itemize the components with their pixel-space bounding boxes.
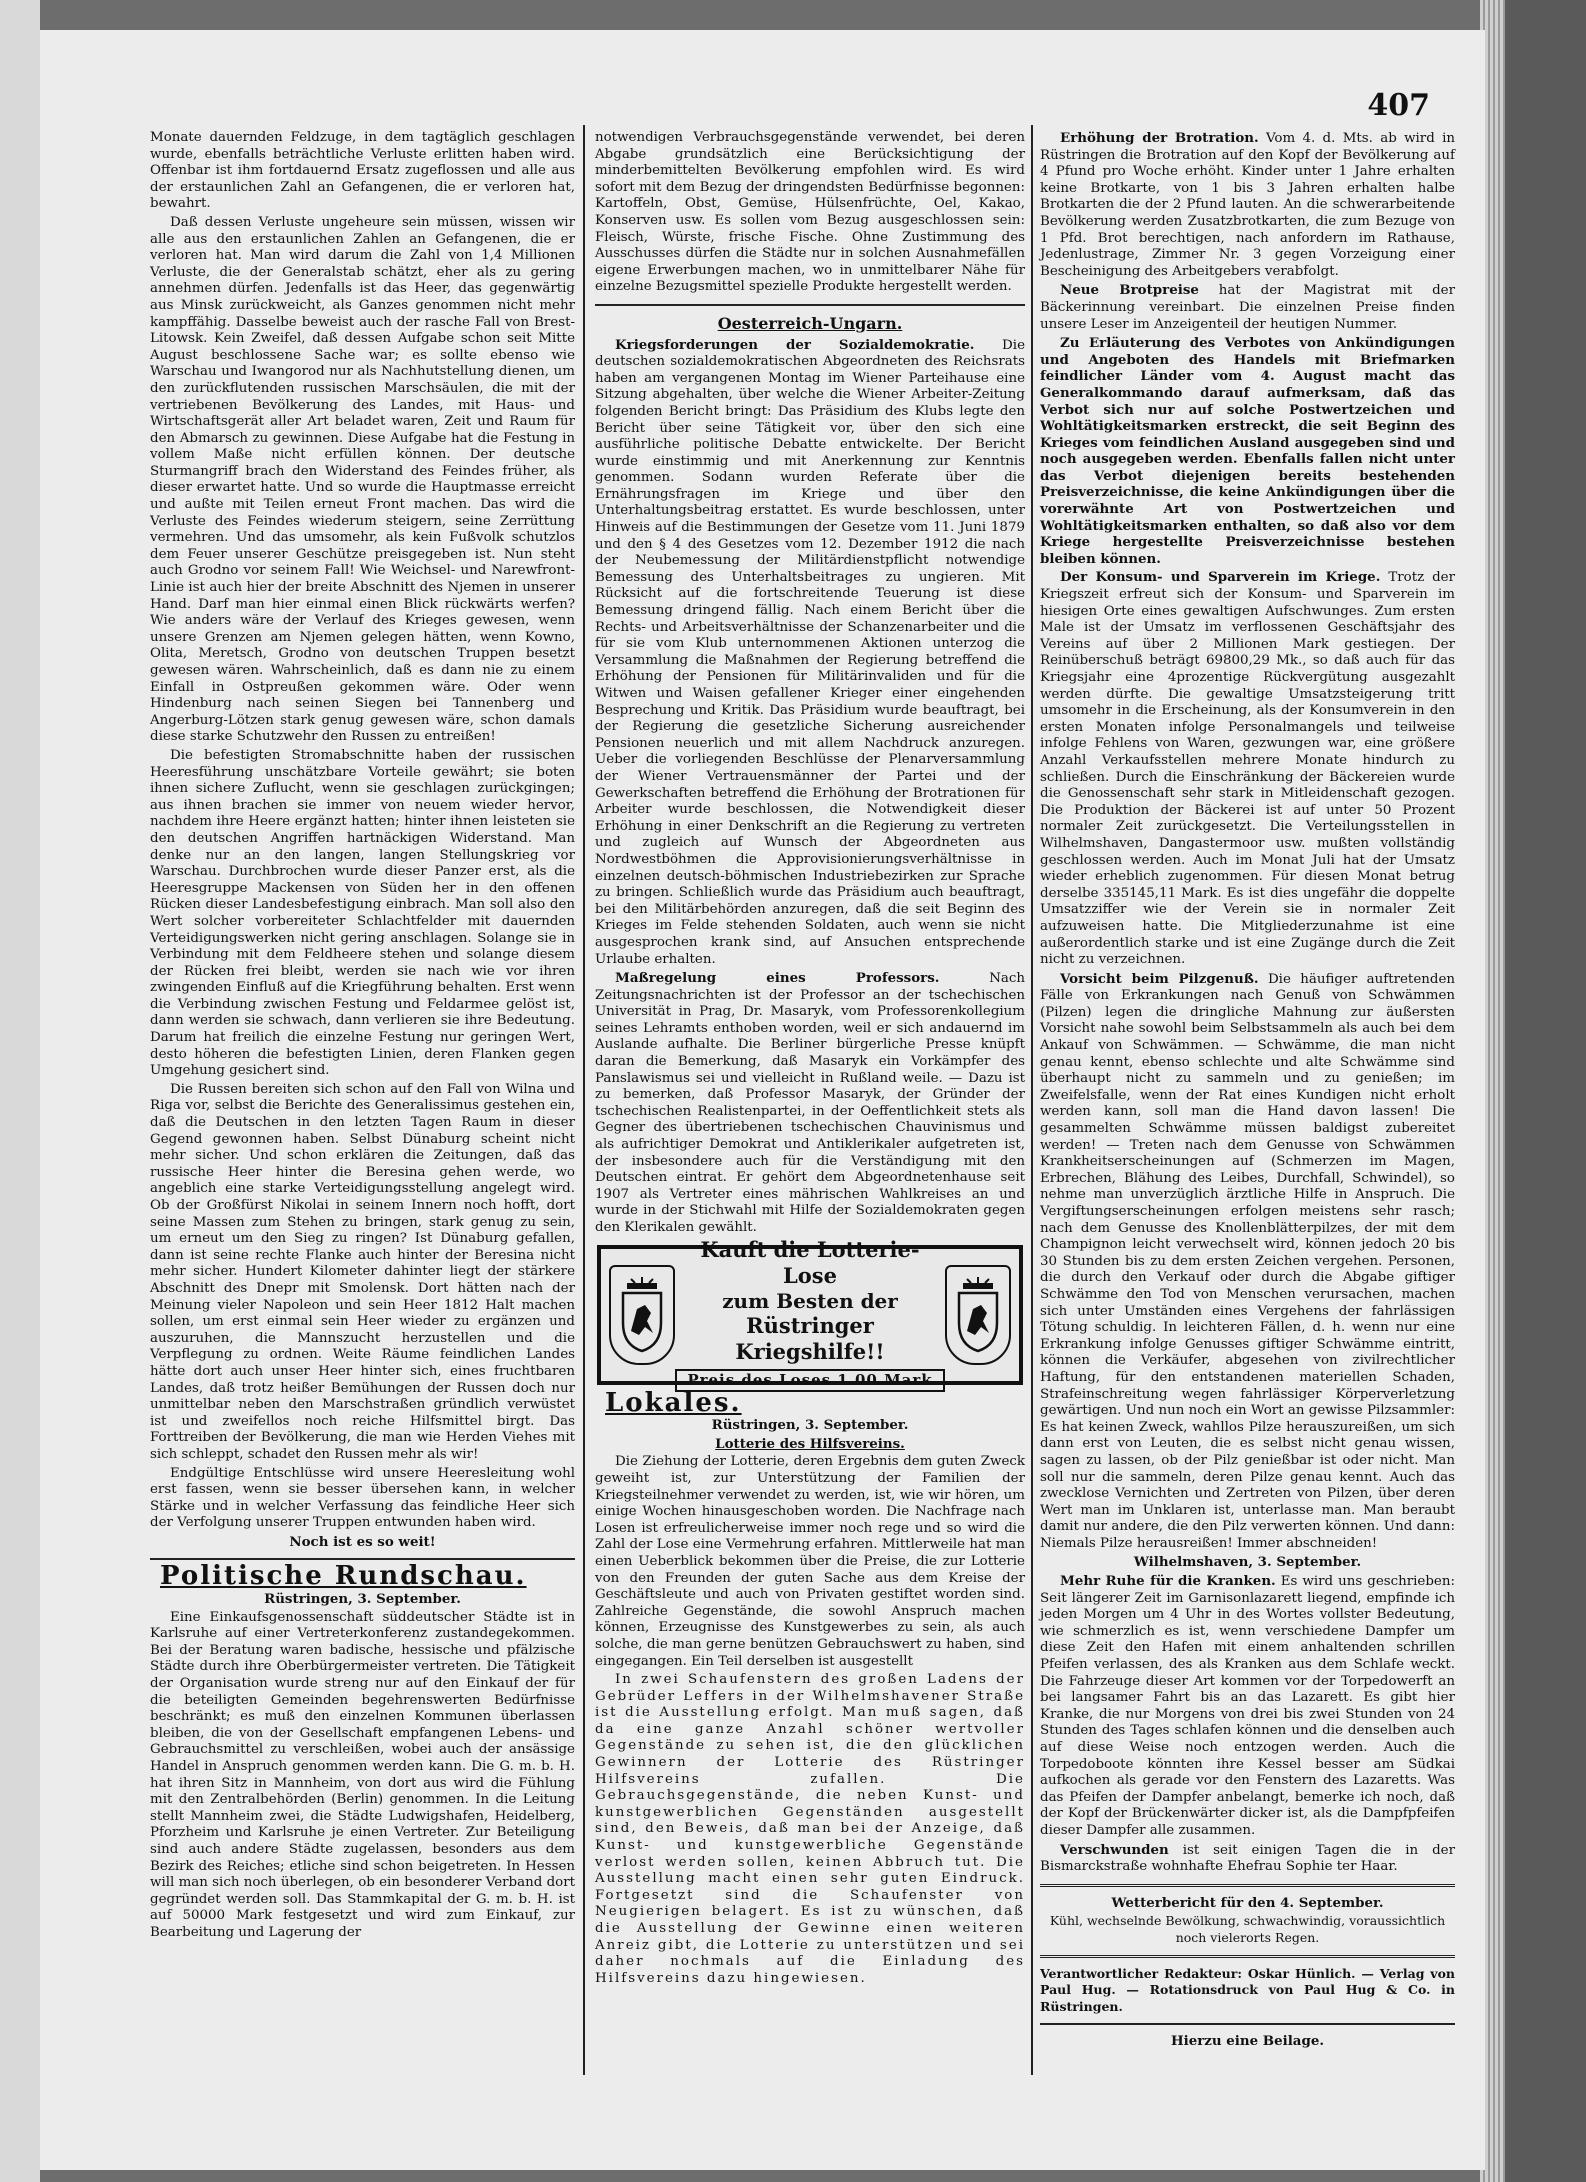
article-closing: Noch ist es so weit! [289,1533,436,1550]
article-paragraph [1040,282,1455,333]
article-paragraph: In zwei Schaufenstern des großen Ladens der Gebrüder Leffers in der Wilhelmshavener Straße ist die Ausstellung erfolgt. Man muß sagen, daß da eine ganze Anzahl schöner wertvoller Gegenstände zu sehen ist, die den glücklichen Gewinnern der Lotterie des Rüstringer Hilfsvereins zufallen. Die Gebrauchsgegenstände, die neben Kunst- und kunstgewerblichen Gegenständen ausgestellt sind, den Beweis, daß man bei der Anzeige, daß Kunst- und kunstgewerbliche Gegenstände verlost werden sollen, keinen Abbruch tut. Die Ausstellung macht einen sehr guten Eindruck. Fortgesetzt sind die Schaufenster von Neugierigen belagert. Es ist zu wünschen, daß die Ausstellung der Gewinne einen weiteren Anreiz gibt, die Lotterie zu unterstützen und sei daher nochmals auf die Einladung des Hilfsvereins dazu hingewiesen. [595,1672,1025,1986]
ad-headline: Kauft die Lotterie-Lose [700,1237,920,1289]
article-paragraph [1040,569,1455,968]
section-heading-austria: Oesterreich-Ungarn. [717,313,903,333]
paragraph-text: Trotz der Kriegszeit erfreut sich der Konsum- und Sparverein im hiesigen Orte eines gewaltigen Aufschwunges. Zum ersten Male ist der Umsatz im verflossenen Geschäftsjahr des Vereins auf über 2 Millionen Mark gestiegen. Der Reinüberschuß beträgt 69800,29 Mk., so daß auch für das Kriegsjahr eine 4prozentige Rückvergütung ausgezahlt werden dürfte. Die gewaltige Umsatzsteigerung tritt umsomehr in die Erscheinung, als der Konsumverein in den ersten Monaten infolge Personalmangels und teilweise infolge Fehlens von Waren, gezwungen war, eine größere Anzahl Verkaufsstellen mehrere Monate hindurch zu schließen. Durch die Einschränkung der Bäckereien wurde die Genossenschaft sehr stark in Mitleidenschaft gezogen. Die Produktion der Bäckerei ist auf unter 50 Prozent normaler Zeit zurückgesetzt. Die Verteilungsstellen in Wilhelmshaven, Dangastermoor usw. mußten vollständig geschlossen werden. Auch im Monat Juli hat der Umsatz wieder erheblich zugenommen. Für diesen Monat betrug derselbe 335145,11 Mark. Es ist dies ungefähr die doppelte Umsatzziffer wie der Verein sie in normaler Zeit aufzuweisen hatte. Die Mitgliederzunahme ist eine außerordentlich starke und ist eine Zugänge durch die Zeit nicht zu verzeichnen. [1040,570,1456,968]
section-divider [1040,1955,1455,1958]
scan-margin-right [1505,0,1586,2182]
paragraph-text: Die deutschen sozialdemokratischen Abgeordneten des Reichsrats haben am vergangenen Montag im Wiener Parteihause eine Sitzung abgehalten, über welche die Wiener Arbeiter-Zeitung folgenden Bericht bringt: Das Präsidium des Klubs legte den Bericht über seine Tätigkeit vor, über den sich eine ausführliche politische Debatte entwickelte. Der Bericht wurde einstimmig und mit Anerkennung zur Kenntnis genommen. Sodann wurden Referate über die Ernährungsfragen im Kriege und über den Unterhaltungsbeitrag erstattet. Es wurde beschlossen, unter Hinweis auf die Bestimmungen der Gesetze vom 11. Juni 1879 und den § 4 des Gesetzes vom 12. Dezember 1912 die nach der Neubemessung der Militärdienstpflicht notwendige Bemessung des Unterhaltsbeitrages zu ungieren. Mit Rücksicht auf die fortschreitende Teuerung ist diese Bemessung dringend fällig. Nach einem Bericht über die Rechts- und Arbeitsverhältnisse der Schanzenarbeiter und die für sie vom Klub unternommenen Aktionen unterzog die Versammlung die Maßnahmen der Regierung betreffend die Erhöhung der Pensionen für Militärinvaliden und für die Witwen und Waisen gefallener Krieger einer eingehenden Besprechung und Kritik. Das Präsidium wurde beauftragt, bei der Regierung die gesetzliche Sicherung ausreichender Pensionen neuerlich und mit allem Nachdruck anzuregen. Ueber die vorliegenden Beschlüsse der Plenarversammlung der Wiener Vertrauensmänner der Partei und der Gewerkschaften betreffend die Erhöhung der Brotrationen für Arbeiter wurde beschlossen, die Notwendigkeit dieser Erhöhung in einer Denkschrift an die Regierung zu vertreten und zugleich auf Wunsch der Abgeordneten aus Nordwestböhmen die Approvisionierungsverhältnisse in einzelnen deutsch-böhmischen Industriebezirken zur Sprache zu bringen. Schließlich wurde das Präsidium auch beauftragt, bei den Militärbehörden anzuregen, daß die seit Beginn des Krieges im Felde stehenden Soldaten, auch wenn sie nicht ausgesprochen krank sind, auf Ansuchen entsprechende Urlaube erhalten. [595,337,1025,967]
weather-heading: Wetterbericht für den 4. September. [1111,1894,1384,1911]
paragraph-lead: Neue Brotpreise [1060,282,1199,299]
paragraph-lead: Maßregelung eines Professors. [615,970,940,987]
imprint: Verantwortlicher Redakteur: Oskar Hünlich. — Verlag von Paul Hug. — Rotationsdruck von Paul Hug & Co. in Rüstringen. [1040,1965,1455,2014]
article-paragraph [1040,1842,1455,1876]
paragraph-lead: Erhöhung der Brotration. [1060,130,1259,146]
paragraph-lead: Kriegsforderungen der Sozialdemokratie. [615,336,975,353]
ad-beneficiary: Rüstringer Kriegshilfe!! [735,1313,885,1365]
article-paragraph [1040,971,1455,1553]
section-heading-local: Lokales. [605,1387,742,1418]
section-divider [595,304,1025,306]
article-paragraph: Die Ziehung der Lotterie, deren Ergebnis dem guten Zweck geweiht ist, zur Unterstützung der Familien der Kriegsteilnehmer verwendet zu werden, ist, wie wir hören, um einige Wochen hinausgeschoben worden. Die Nachfrage nach Losen ist erfreulicherweise immer noch rege und so wird die Zahl der Lose eine Vermehrung erfahren. Mittlerweile hat man einen Ueberblick bekommen über die Preise, die zur Lotterie von den Freunden der guten Sache aus dem Kreise der Geschäftsleute und auch von Privaten gestiftet worden sind. Zahlreiche Gegenstände, die sowohl Anspruch machen können, Erzeugnisse des Kunstgewerbes zu sein, als auch solche, die man gerne benützen Gebrauchswert zu haben, sind eingegangen. Ein Teil derselben ist ausgestellt [595,1454,1025,1669]
paragraph-text: Nach Zeitungsnachrichten ist der Professor an der tschechischen Universität in Prag, Dr. Masaryk, vom Professorenkollegium seines Lehramts enthoben worden, weil er sich andauernd im Auslande aufhalte. Die Berliner bürgerliche Presse knüpft daran die Bemerkung, daß Masaryk ein Vorkämpfer des Panslawismus sei und vielleicht in Rußland weile. — Dazu ist zu bemerken, daß Professor Masaryk, der Gründer der tschechischen Realistenpartei, in der Oeffentlichkeit stets als Gegner des übertriebenen tschechischen Chauvinismus und als aufrichtiger Demokrat und Antiklerikaler aufgetreten ist, der insbesondere auch für die Verständigung mit den Deutschen eintrat. Er gehört dem Abgeordnetenhause seit 1907 als Vertreter eines mährischen Wahlkreises an und wurde in der Stichwahl mit Hilfe der Sozialdemokraten gegen den Klerikalen gewählt. [595,971,1026,1235]
article-paragraph: Eine Einkaufsgenossenschaft süddeutscher Städte ist in Karlsruhe auf einer Vertreterkonferenz zustandegekommen. Bei der Beratung waren badische, hessische und pfälzische Städte durch ihre Oberbürgermeister vertreten. Die Tätigkeit der Organisation wurde streng nur auf den Einkauf der für die beteiligten Gemeinden begehrenswerten Bedürfnisse beschränkt; es muß den einzelnen Kommunen überlassen bleiben, die von der Gesellschaft empfangenen Lebens- und Gebrauchsmittel zu verschleißen, wobei auch der ansässige Handel in Anspruch genommen werden kann. Die G. m. b. H. hat ihren Sitz in Mannheim, von dort aus wird die Fühlung mit den Zentralbehörden (Berlin) genommen. In die Leitung stellt Mannheim zwei, die Städte Ludwigshafen, Heidelberg, Pforzheim und Karlsruhe je einen Vertreter. Zur Beteiligung sind auch andere Städte zugelassen, besonders aus dem Bezirk des Reiches; etliche sind schon beigetreten. In Hessen will man sich noch überlegen, ob ein besonderer Verband dort gegründet werden soll. Das Stammkapital der G. m. b. H. ist auf 50000 Mark festgesetzt und wird zum Einkauf, zur Bearbeitung und Lagerung der [150,1609,575,1940]
column-rule-2 [1031,125,1033,2075]
column-1 [150,130,575,1944]
column-rule-1 [583,125,585,2075]
section-heading-politics: Politische Rundschau. [160,1561,527,1592]
article-paragraph: Die befestigten Stromabschnitte haben der russischen Heeresführung unschätzbare Vorteile gewährt; sie boten ihnen sichere Zuflucht, wenn sie geschlagen zurückgingen; aus ihnen brachen sie immer von neuem wieder hervor, nachdem ihre Heere ergänzt hatten; hinter ihnen leisteten sie den deutschen Angriffen hartnäckigen Widerstand. Man denke nur an den langen, langen Stellungskrieg vor Warschau. Durchbrochen wurde dieser Panzer erst, als die Heeresgruppe Mackensen von Süden her in den offenen Rücken dieser Landesbefestigung einbrach. Man soll also den Wert solcher vorbereiteter Schlachtfelder mit dauernden Verteidigungswerken nicht gering anschlagen. Solange sie in Verbindung mit dem Feldheere stehen und solange diesem der Rücken frei bleibt, werden sie nach wie vor ihren zwingenden Einfluß auf die Kriegführung behalten. Erst wenn die Verbindung zwischen Festung und Feldarmee gelöst ist, dann werden sie schwach, dann verlieren sie ihre Bedeutung. Darum hat freilich die einzelne Festung nur geringen Wert, desto höheren die befestigten Linien, deren Flanken gegen Umgehung gesichert sind. [150,747,575,1079]
paragraph-lead: Verschwunden [1060,1841,1169,1858]
section-divider [150,1558,575,1560]
article-paragraph [595,970,1025,1237]
ad-price: Preis des Loses 1.00 Mark [675,1369,944,1392]
dateline: Rüstringen, 3. September. [264,1591,461,1608]
coat-of-arms-icon [945,1265,1011,1365]
section-divider [1040,1884,1455,1887]
section-divider [1040,2023,1455,2025]
paragraph-lead: Der Konsum- und Sparverein im Kriege. [1060,569,1381,586]
paragraph-lead: Mehr Ruhe für die Kranken. [1060,1573,1276,1590]
paragraph-text: ist seit einigen Tagen die in der Bismarckstraße wohnhafte Ehefrau Sophie ter Haar. [1040,1842,1455,1875]
article-paragraph [595,337,1025,969]
paragraph-text: Es wird uns geschrieben: Seit längerer Zeit im Garnisonlazarett liegend, empfinde ich jeden Morgen um 4 Uhr in des Wortes vollster Bedeutung, wie schmerzlich es ist, wenn verschiedene Dampfer um diese Zeit den Hafen mit einem anhaltenden schrillen Pfeifen verlassen, des als Kranken aus dem Schlafe weckt. Die Fahrzeuge dieser Art kommen vor der Torpedowerft an bei langsamer Fahrt bis an das Lazarett. Es gibt hier Kranke, die nur Morgens von drei bis zwei Stunden von 24 Stunden des Tages schlafen können und die denselben auch auf diese Weise noch entzogen werden. Auch die Torpedoboote könnten ihre Kessel besser am Südkai aufkochen als gerade vor den Fenstern des Lazaretts. Was das Pfeifen der Dampfer anbelangt, bemerke ich noch, daß der Kopf der Brückenwärter dicker ist, als die Dampfpfeifen dieser Dampfer alle zusammen. [1040,1574,1455,1838]
article-paragraph: Daß dessen Verluste ungeheure sein müssen, wissen wir alle aus den erstaunlichen Zahlen an Gefangenen, die er verloren hat. Man wird darum die Zahl von 1,4 Millionen Verluste, die der Generalstab schätzt, eher als zu gering annehmen dürfen. Jedenfalls ist das Heer, das gegenwärtig aus Minsk zurückweicht, als Ganzes genommen nicht mehr kampffähig. Dasselbe beweist auch der rasche Fall von Brest-Litowsk. Kein Zweifel, daß dessen Aufgabe schon seit Mitte August beschlossene Sache war; es sollte ebenso wie Warschau und Iwangorod nur als Nachhutstellung dienen, um den zurückflutenden russischen Marschsäulen, die mit der vertriebenen Bevölkerung des Landes, mit Haus- und Wirtschaftsgerät aller Art beladet waren, Zeit und Raum für den Abmarsch zu gewinnen. Diese Aufgabe hat die Festung in vollem Maße nicht erfüllen können. Der deutsche Sturmangriff brach den Widerstand des Feindes früher, als dieser erwartet hatte. Und so wurde die Hauptmasse erreicht und außte mit Teilen erneut Front machen. Das wird die Verluste des Feindes wiederum steigern, seine Zerrüttung vermehren. Und das umsomehr, als kein Fußvolk schutzlos dem Feuer unserer Geschütze preisgegeben ist. Nun steht auch Grodno vor seinem Fall! Wie Weichsel- und Narewfront-Linie ist auch hier der breite Abschnitt des Njemen in unserer Hand. Darf man hier einmal einen Blick rückwärts werfen? Wie anders wäre der Verlauf des Krieges gewesen, wenn unsere Grenzen am Njemen gelegen hätten, wenn Kowno, Olita, Meretsch, Grodno von deutschen Truppen besetzt gewesen wären. Wahrscheinlich, daß es dann nie zu einem Einfall in Ostpreußen gekommen wäre. Oder wenn Hindenburg nach seinen Siegen bei Tannenberg und Angerburg-Lötzen stark genug gewesen wäre, schon damals diese starke Schutzwehr den Russen zu entreißen! [150,214,575,745]
page-number: 407 [1367,88,1430,123]
coat-of-arms-icon [609,1265,675,1365]
article-subheading: Lotterie des Hilfsvereins. [715,1435,905,1452]
article-paragraph: Monate dauernden Feldzuge, in dem tagtäglich geschlagen wurde, ebenfalls beträchtliche Verluste erlitten haben wird. Offenbar ist ihm fortdauernd Ersatz zugeflossen und alle aus der erstaunlichen Zahl an Gefangenen, die er verloren hat, bewahrt. [150,130,575,212]
article-paragraph: Die Russen bereiten sich schon auf den Fall von Wilna und Riga vor, selbst die Berichte des Generalissimus gestehen ein, daß die Deutschen in den letzten Tagen Raum in dieser Gegend gewonnen haben. Selbst Dünaburg scheint nicht mehr sicher. Und schon erklären die Zeitungen, daß das russische Heer hinter die Beresina gehen werde, wo angeblich eine starke Verteidigungsstellung angelegt wird. Ob der Großfürst Nikolai in seinem Innern noch hofft, dort seine Massen zum Stehen zu bringen, stark genug zu sein, um erneut um den Sieg zu ringen? Ist Dünaburg gefallen, dann ist seine rechte Flanke auch hinter der Beresina nicht mehr sicher. Hundert Kilometer dahinter liegt der stärkere Abschnitt des Dnepr mit Smolensk. Dort hätten nach der Meinung vieler Napoleon und sein Heer 1812 Halt machen sollen, um erst einmal sein Heer wieder zu ergänzen und auszuruhen, die Mannszucht herzustellen und die Verpflegung zu ordnen. Weite Räume feindlichen Landes hätte dort auch unser Heer hinter sich, eines fruchtbaren Landes, daß trotz heißer Bemühungen der Russen doch nur unmittelbar neben den Marschstraßen gründlich verwüstet ist und zweifellos noch reiche Hilfsmittel birgt. Das Forttreiben der Bevölkerung, die man wie Herden Viehes mit sich schleppt, schadet den Russen mehr als wir! [150,1081,575,1462]
scan-margin-left [0,0,40,2182]
article-paragraph [1040,130,1455,280]
column-3 [1040,130,1455,2052]
paragraph-lead: Vorsicht beim Pilzgenuß. [1060,970,1259,987]
paragraph-text: Vom 4. d. Mts. ab wird in Rüstringen die Brotration auf den Kopf der Bevölkerung auf 4 Pfund pro Woche erhöht. Kinder unter 1 Jahre erhalten keine Brotkarte, von 1 bis 3 Jahren erhalten halbe Brotkarten die der 2 Pfund lauten. An die schwerarbeitende Bevölkerung werden Zusatzbrotkarten, die zum Bezuge von 1 Pfd. Brot berechtigen, nach anfordern im Rathause, Jedenlustrage, Zimmer Nr. 3 gegen Vorzeigung einer Bescheinigung des Arbeitgebers verabfolgt. [1040,131,1455,279]
ad-subline: zum Besten der [722,1289,898,1314]
column-2 [595,130,1025,1989]
article-paragraph: Endgültige Entschlüsse wird unsere Heeresleitung wohl erst fassen, wenn sie besser übersehen kann, in welcher Stärke und in welcher Verfassung das feindliche Heer sich der Verfolgung unserer Truppen entwunden haben wird. [150,1465,575,1531]
ad-text [675,1237,945,1392]
article-paragraph: Zu Erläuterung des Verbotes von Ankündigungen und Angeboten des Handels mit Briefmarken feindlicher Länder vom 4. August macht das Generalkommando darauf aufmerksam, daß das Verbot sich nur auf solche Postwertzeichen und Wohltätigkeitsmarken erstreckt, die seit Beginn des Krieges vom feindlichen Ausland ausgegeben sind und noch ausgegeben werden. Ebenfalls fallen nicht unter das Verbot diejenigen bereits bestehenden Preisverzeichnisse, die keine Ankündigungen über die vorerwähnte Art von Postwertzeichen und Wohltätigkeitsmarken enthalten, so daß also vor dem Kriege hergestellte Preisverzeichnisse bestehen bleiben können. [1040,335,1455,567]
dateline: Rüstringen, 3. September. [711,1417,909,1434]
supplement-note: Hierzu eine Beilage. [1170,2033,1325,2050]
weather-text: Kühl, wechselnde Bewölkung, schwachwindig, voraussichtlich noch vielerorts Regen. [1049,1913,1446,1945]
lottery-advertisement [597,1237,1023,1390]
paragraph-text: hat der Magistrat mit der Bäckerinnung vereinbart. Die einzelnen Preise finden unsere Leser im Anzeigenteil der heutigen Nummer. [1040,283,1455,332]
article-paragraph: notwendigen Verbrauchsgegenstände verwendet, bei deren Abgabe grundsätzlich eine Berücksichtigung der minderbemittelten Bevölkerung empfohlen wird. Es wird sofort mit dem Bezug der dringendsten Bedürfnisse begonnen: Kartoffeln, Obst, Gemüse, Hülsenfrüchte, Oel, Kakao, Konserven usw. Es sollen vom Bezug ausgeschlossen sein: Fleisch, Würste, frische Fische. Ohne Zustimmung des Ausschusses dürfen die Städte nur in solchen Ausnahmefällen eigene Erwerbungen machen, wo in unmittelbarer Nähe für einzelne Bezugsmittel spezielle Produkte hergestellt werden. [595,130,1025,295]
dateline: Wilhelmshaven, 3. September. [1133,1554,1362,1571]
article-paragraph [1040,1573,1455,1840]
newspaper-page [40,30,1485,2170]
paragraph-text: Die häufiger auftretenden Fälle von Erkrankungen nach Genuß von Schwämmen (Pilzen) legen die dringliche Mahnung zur äußersten Vorsicht nahe sowohl beim Selbstsammeln als auch bei dem Ankauf von Schwämmen. — Schwämme, die man nicht genau kennt, ebenso schlechte und alte Schwämme sind überhaupt nicht zu sammeln und zu genießen; im Zweifelsfalle, wenn der Rat eines Kundigen nicht erholt werden kann, soll man die Hand davon lassen! Die gesammelten Schwämme müssen baldigst zubereitet werden! — Treten nach dem Genusse von Schwämmen Krankheitserscheinungen auf (Schmerzen im Magen, Erbrechen, Blähung des Leibes, Durchfall, Schwindel), so nehme man unverzüglich ärztliche Hilfe in Anspruch. Die Vergiftungserscheinungen erfolgen meistens sehr rasch; nach dem Genusse des Knollenblätterpilzes, der mit dem Champignon leicht verwechselt wird, können jedoch 20 bis 30 Stunden bis zu dem ersten Zeichen vergehen. Personen, die durch den Verkauf oder durch die Abgabe giftiger Schwämme den Tod von Menschen verursachen, machen sich unter Umständen eines Vergehens der fahrlässigen Tötung schuldig. In leichteren Fällen, d. h. wenn nur eine Erkrankung infolge Genusses giftiger Schwämme eintritt, können die Verkäufer, abgesehen von zivilrechtlicher Haftung, für den entstandenen materiellen Schaden, Strafeinschreitung wegen fahrlässiger Körperverletzung gewärtigen. Und nun noch ein Wort an gewisse Pilzsammler: Es hat keinen Zweck, wahllos Pilze herauszureißen, um sich dann erst von Leuten, die es selbst nicht genau wissen, sagen zu lassen, ob der Pilz genießbar ist oder nicht. Man soll nur die sammeln, deren Pilze genau kennt. Auch das zwecklose Vernichten und Zertreten von Pilzen, über deren Wert man im Unklaren ist, unterlasse man. Man beraubt damit nur andere, die den Pilz verwerten können. Und dann: Niemals Pilze herausreißen! Immer abschneiden! [1040,971,1455,1551]
